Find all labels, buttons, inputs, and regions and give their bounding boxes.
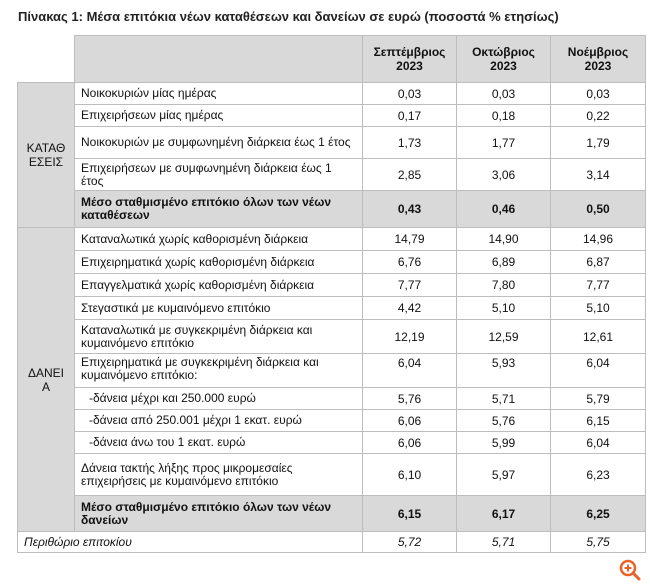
group-label-loans: ΔΑΝΕΙ Α bbox=[18, 228, 75, 532]
row-label: Επιχειρήσεων μίας ημέρας bbox=[75, 105, 363, 127]
cell-value: 7,80 bbox=[457, 274, 551, 297]
cell-value: 6,10 bbox=[363, 454, 457, 496]
cell-value: 0,17 bbox=[363, 105, 457, 127]
table-row bbox=[18, 251, 646, 274]
group-label-deposits: ΚΑΤΑΘ ΕΣΕΙΣ bbox=[18, 83, 75, 228]
cell-value: 0,03 bbox=[551, 83, 646, 105]
row-label: -δάνεια άνω του 1 εκατ. ευρώ bbox=[75, 432, 363, 454]
cell-value: 5,79 bbox=[551, 388, 646, 410]
row-label: -δάνεια μέχρι και 250.000 ευρώ bbox=[75, 388, 363, 410]
cell-value: 1,79 bbox=[551, 127, 646, 159]
cell-value: 6,06 bbox=[363, 432, 457, 454]
table-row bbox=[18, 127, 646, 159]
cell-value: 5,10 bbox=[551, 297, 646, 320]
cell-value: 5,10 bbox=[457, 297, 551, 320]
row-label: Καταναλωτικά με συγκεκριμένη διάρκεια και κυμαινόμενο επιτόκιο bbox=[75, 320, 363, 354]
cell-value: 0,46 bbox=[457, 191, 551, 228]
cell-value: 6,23 bbox=[551, 454, 646, 496]
table-row bbox=[18, 320, 646, 354]
cell-value: 5,93 bbox=[457, 354, 551, 388]
row-label: Επιχειρήσεων με συμφωνημένη διάρκεια έως 1 έτος bbox=[75, 159, 363, 191]
row-label: Επαγγελματικά χωρίς καθορισμένη διάρκεια bbox=[75, 274, 363, 297]
cell-value: 14,96 bbox=[551, 228, 646, 251]
row-label: Επιχειρηματικά με συγκεκριμένη διάρκεια και κυμαινόμενο επιτόκιο: bbox=[75, 354, 363, 388]
cell-value: 14,90 bbox=[457, 228, 551, 251]
cell-value: 0,18 bbox=[457, 105, 551, 127]
row-label: Επιχειρηματικά χωρίς καθορισμένη διάρκεια bbox=[75, 251, 363, 274]
cell-value: 1,77 bbox=[457, 127, 551, 159]
table-row bbox=[18, 354, 646, 388]
row-label: Καταναλωτικά χωρίς καθορισμένη διάρκεια bbox=[75, 228, 363, 251]
cell-value: 12,59 bbox=[457, 320, 551, 354]
cell-value: 5,99 bbox=[457, 432, 551, 454]
cell-value: 5,75 bbox=[551, 532, 646, 553]
cell-value: 5,72 bbox=[363, 532, 457, 553]
cell-value: 7,77 bbox=[551, 274, 646, 297]
cell-value: 6,17 bbox=[457, 496, 551, 532]
cell-value: 6,25 bbox=[551, 496, 646, 532]
cell-value: 3,06 bbox=[457, 159, 551, 191]
cell-value: 6,15 bbox=[551, 410, 646, 432]
cell-value: 2,85 bbox=[363, 159, 457, 191]
cell-value: 4,42 bbox=[363, 297, 457, 320]
row-label: Στεγαστικά με κυμαινόμενο επιτόκιο bbox=[75, 297, 363, 320]
zoom-in-icon[interactable] bbox=[618, 558, 642, 582]
loans-average-row bbox=[18, 496, 646, 532]
table-row bbox=[18, 388, 646, 410]
col-header-sep: Σεπτέμβριος 2023 bbox=[363, 36, 457, 83]
row-label: Μέσο σταθμισμένο επιτόκιο όλων των νέων καταθέσεων bbox=[75, 191, 363, 228]
row-label: Περιθώριο επιτοκίου bbox=[18, 532, 363, 553]
cell-value: 1,73 bbox=[363, 127, 457, 159]
row-label: Νοικοκυριών με συμφωνημένη διάρκεια έως 1 έτος bbox=[75, 127, 363, 159]
deposits-average-row bbox=[18, 191, 646, 228]
cell-value: 12,19 bbox=[363, 320, 457, 354]
cell-value: 6,04 bbox=[551, 432, 646, 454]
col-header-oct: Οκτώβριος 2023 bbox=[457, 36, 551, 83]
cell-value: 5,76 bbox=[363, 388, 457, 410]
cell-value: 12,61 bbox=[551, 320, 646, 354]
cell-value: 0,50 bbox=[551, 191, 646, 228]
cell-value: 0,22 bbox=[551, 105, 646, 127]
cell-value: 6,04 bbox=[551, 354, 646, 388]
cell-value: 14,79 bbox=[363, 228, 457, 251]
cell-value: 0,43 bbox=[363, 191, 457, 228]
cell-value: 6,87 bbox=[551, 251, 646, 274]
cell-value: 7,77 bbox=[363, 274, 457, 297]
cell-value: 5,97 bbox=[457, 454, 551, 496]
cell-value: 0,03 bbox=[363, 83, 457, 105]
table-title: Πίνακας 1: Μέσα επιτόκια νέων καταθέσεων και δανείων σε ευρώ (ποσοστά % ετησίως) bbox=[18, 9, 559, 24]
table-row bbox=[18, 297, 646, 320]
interest-rates-table bbox=[17, 35, 646, 553]
table-row bbox=[18, 159, 646, 191]
cell-value: 0,03 bbox=[457, 83, 551, 105]
table-row bbox=[18, 274, 646, 297]
row-label: Νοικοκυριών μίας ημέρας bbox=[75, 83, 363, 105]
table-row bbox=[18, 228, 646, 251]
table-row bbox=[18, 432, 646, 454]
cell-value: 6,15 bbox=[363, 496, 457, 532]
table-row bbox=[18, 410, 646, 432]
margin-row bbox=[18, 532, 646, 553]
row-label: Δάνεια τακτής λήξης προς μικρομεσαίες επιχειρήσεις με κυμαινόμενο επιτόκιο bbox=[75, 454, 363, 496]
cell-value: 6,89 bbox=[457, 251, 551, 274]
cell-value: 5,76 bbox=[457, 410, 551, 432]
row-label: -δάνεια από 250.001 μέχρι 1 εκατ. ευρώ bbox=[75, 410, 363, 432]
row-label: Μέσο σταθμισμένο επιτόκιο όλων των νέων δανείων bbox=[75, 496, 363, 532]
table-row bbox=[18, 454, 646, 496]
cell-value: 5,71 bbox=[457, 388, 551, 410]
col-header-nov: Νοέμβριος 2023 bbox=[551, 36, 646, 83]
cell-value: 6,06 bbox=[363, 410, 457, 432]
cell-value: 3,14 bbox=[551, 159, 646, 191]
cell-value: 5,71 bbox=[457, 532, 551, 553]
cell-value: 6,76 bbox=[363, 251, 457, 274]
table-row bbox=[18, 105, 646, 127]
table-row bbox=[18, 83, 646, 105]
cell-value: 6,04 bbox=[363, 354, 457, 388]
header-row bbox=[18, 36, 646, 83]
